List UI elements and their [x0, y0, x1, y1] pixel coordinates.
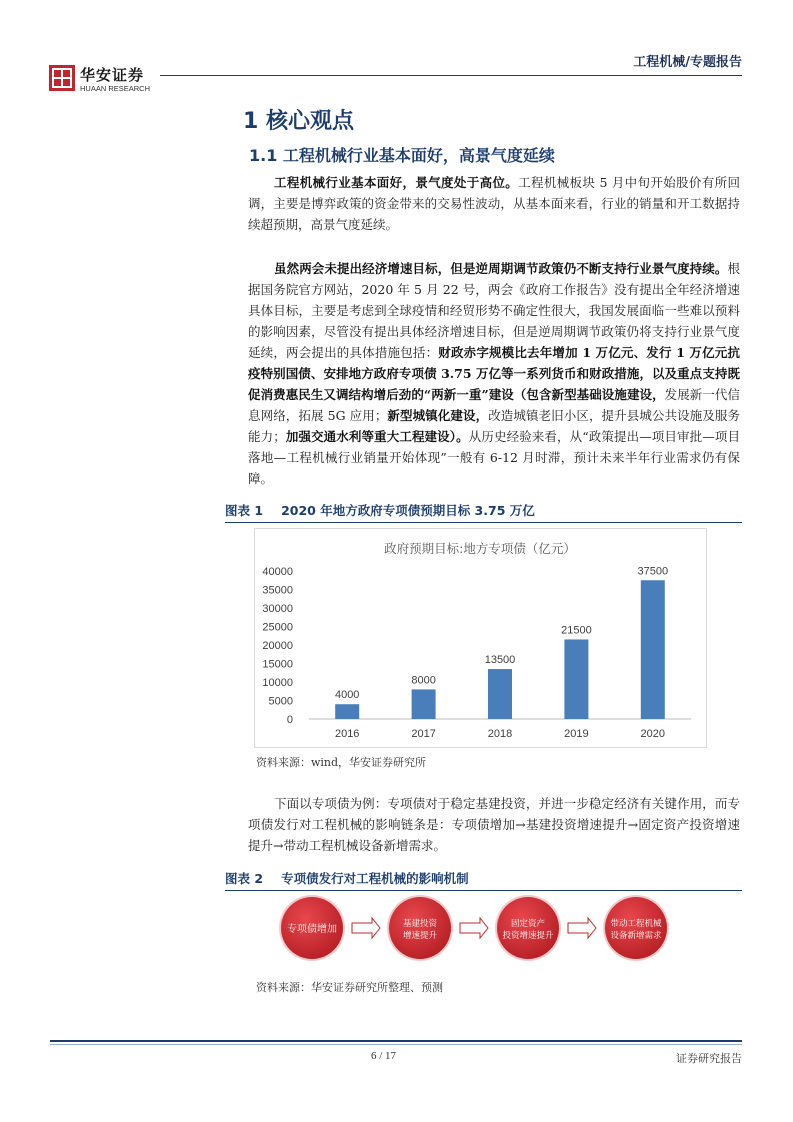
x-tick-label: 2019	[564, 728, 589, 740]
chart-title: 政府预期目标:地方专项债（亿元）	[384, 541, 576, 556]
paragraph-text: 根据国务院官方网站，2020 年 5 月 22 号，两会《政府工作报告》没有提出全年经济增速具体目标，主要是考虑到全球疫情和经贸形势不确定性很大，我国发展面临一些难以预料的影响因素，尽管没有提出具体经济增速目标，但是逆周期调节政策仍将支持行业景气度延续，两会提出的具体措施包括：	[248, 261, 740, 360]
y-tick-label: 35000	[262, 584, 293, 597]
y-tick-label: 10000	[262, 677, 293, 689]
section-heading: 1 核心观点	[243, 109, 354, 134]
data-label: 21500	[561, 624, 592, 637]
figure-1-source: 资料来源：wind，华安证券研究所	[256, 756, 427, 769]
paragraph-industry-fundamentals	[248, 172, 740, 235]
brand-english-name: HUAAN RESEARCH	[80, 84, 151, 93]
footer-divider	[50, 1040, 742, 1042]
flow-step-label: 专项债增加	[287, 924, 337, 935]
y-tick-label: 5000	[268, 695, 293, 708]
paragraph-text: 改造城镇老旧小区，提升县城公共设施及服务能力；	[248, 408, 740, 444]
flow-step-label: 增速提升	[402, 931, 438, 941]
flow-arrow-icon	[352, 918, 380, 938]
paragraph-text: 从历史经验来看，从“政策提出—项目审批—项目落地—工程机械行业销量开始体现”一般有 6-12 月时滞，预计未来半年行业需求仍有保障。	[248, 429, 740, 486]
paragraph-text: 工程机械板块 5 月中旬开始股价有所回调，主要是博弈政策的资金带来的交易性波动，从基本面来看，行业的销量和开工数据持续超预期，高景气度延续。	[248, 175, 740, 232]
bar-2017	[412, 689, 436, 719]
y-tick-label: 40000	[262, 566, 293, 578]
x-tick-label: 2018	[487, 728, 513, 740]
figure-number: 图表 1	[225, 503, 264, 518]
flow-step-label: 固定资产	[510, 919, 546, 929]
flow-step-label: 投资增速提升	[502, 931, 554, 941]
bar-2020	[641, 580, 665, 719]
flow-step-label: 带动工程机械	[610, 919, 662, 929]
y-tick-label: 20000	[262, 640, 293, 652]
x-tick-label: 2016	[334, 728, 360, 740]
data-label: 8000	[411, 674, 436, 687]
bar-2019	[564, 639, 588, 719]
y-tick-label: 15000	[262, 658, 293, 671]
brand-logo-icon	[49, 65, 75, 91]
paragraph-emphasis: 新型城镇化建设，	[387, 408, 489, 423]
bar-2016	[335, 704, 359, 719]
figure-number: 图表 2	[225, 871, 264, 886]
x-tick-label: 2017	[411, 728, 436, 740]
figure-caption: 2020 年地方政府专项债预期目标 3.75 万亿	[281, 503, 535, 518]
impact-mechanism-diagram	[270, 893, 690, 963]
footer-divider-thin	[50, 1044, 742, 1045]
data-label: 4000	[334, 689, 360, 702]
bar-chart	[254, 528, 707, 748]
flow-arrow-icon	[568, 918, 596, 938]
report-title: 工程机械/专题报告	[633, 55, 742, 70]
flow-step-label: 设备新增需求	[610, 931, 662, 941]
chart-svg	[255, 529, 706, 747]
paragraph-policy-support	[248, 258, 740, 489]
figure-caption: 专项债发行对工程机械的影响机制	[281, 871, 469, 886]
paragraph-lead: 工程机械行业基本面好，景气度处于高位。	[274, 175, 519, 190]
paragraph-emphasis: 加强交通水利等重大工程建设）。	[285, 429, 469, 444]
y-tick-label: 25000	[262, 621, 293, 634]
data-label: 37500	[637, 565, 669, 578]
paragraph-special-bond-chain: 下面以专项债为例：专项债对于稳定基建投资，并进一步稳定经济有关键作用，而专项债发行对工程机械的影响链条是：专项债增加→基建投资增速提升→固定资产投资增速提升→带动工程机械设备新增需求。	[248, 796, 740, 853]
brand-name: 华安证券	[80, 66, 145, 84]
page-number: 6 / 17	[371, 1050, 397, 1062]
figure-1-title	[225, 500, 742, 523]
footer-label: 证券研究报告	[676, 1052, 742, 1065]
y-tick-label: 30000	[262, 603, 293, 615]
flow-arrow-icon	[460, 918, 488, 938]
header-divider	[160, 75, 742, 76]
x-tick-label: 2020	[640, 728, 666, 740]
y-tick-label: 0	[286, 714, 293, 726]
figure-2-source: 资料来源：华安证券研究所整理、预测	[256, 981, 443, 994]
figure-2-title	[225, 868, 742, 891]
paragraph-emphasis: 财政赤字规模比去年增加 1 万亿元、发行 1 万亿元抗疫特别国债、安排地方政府专项债 3.75 万亿等一系列货币和财政措施，以及重点支持既促消费惠民生又调结构增后劲的“两新一重”建设（包含新型基础设施建设，	[248, 345, 740, 402]
paragraph-lead: 虽然两会未提出经济增速目标，但是逆周期调节政策仍不断支持行业景气度持续。	[274, 261, 728, 276]
subsection-heading: 1.1 工程机械行业基本面好，高景气度延续	[249, 146, 555, 165]
flow-step-label: 基建投资	[402, 919, 438, 929]
flow-svg	[270, 893, 690, 963]
data-label: 13500	[484, 654, 516, 667]
paragraph-text: 发展新一代信息网络，拓展 5G 应用；	[248, 387, 740, 423]
bar-2018	[488, 669, 512, 719]
